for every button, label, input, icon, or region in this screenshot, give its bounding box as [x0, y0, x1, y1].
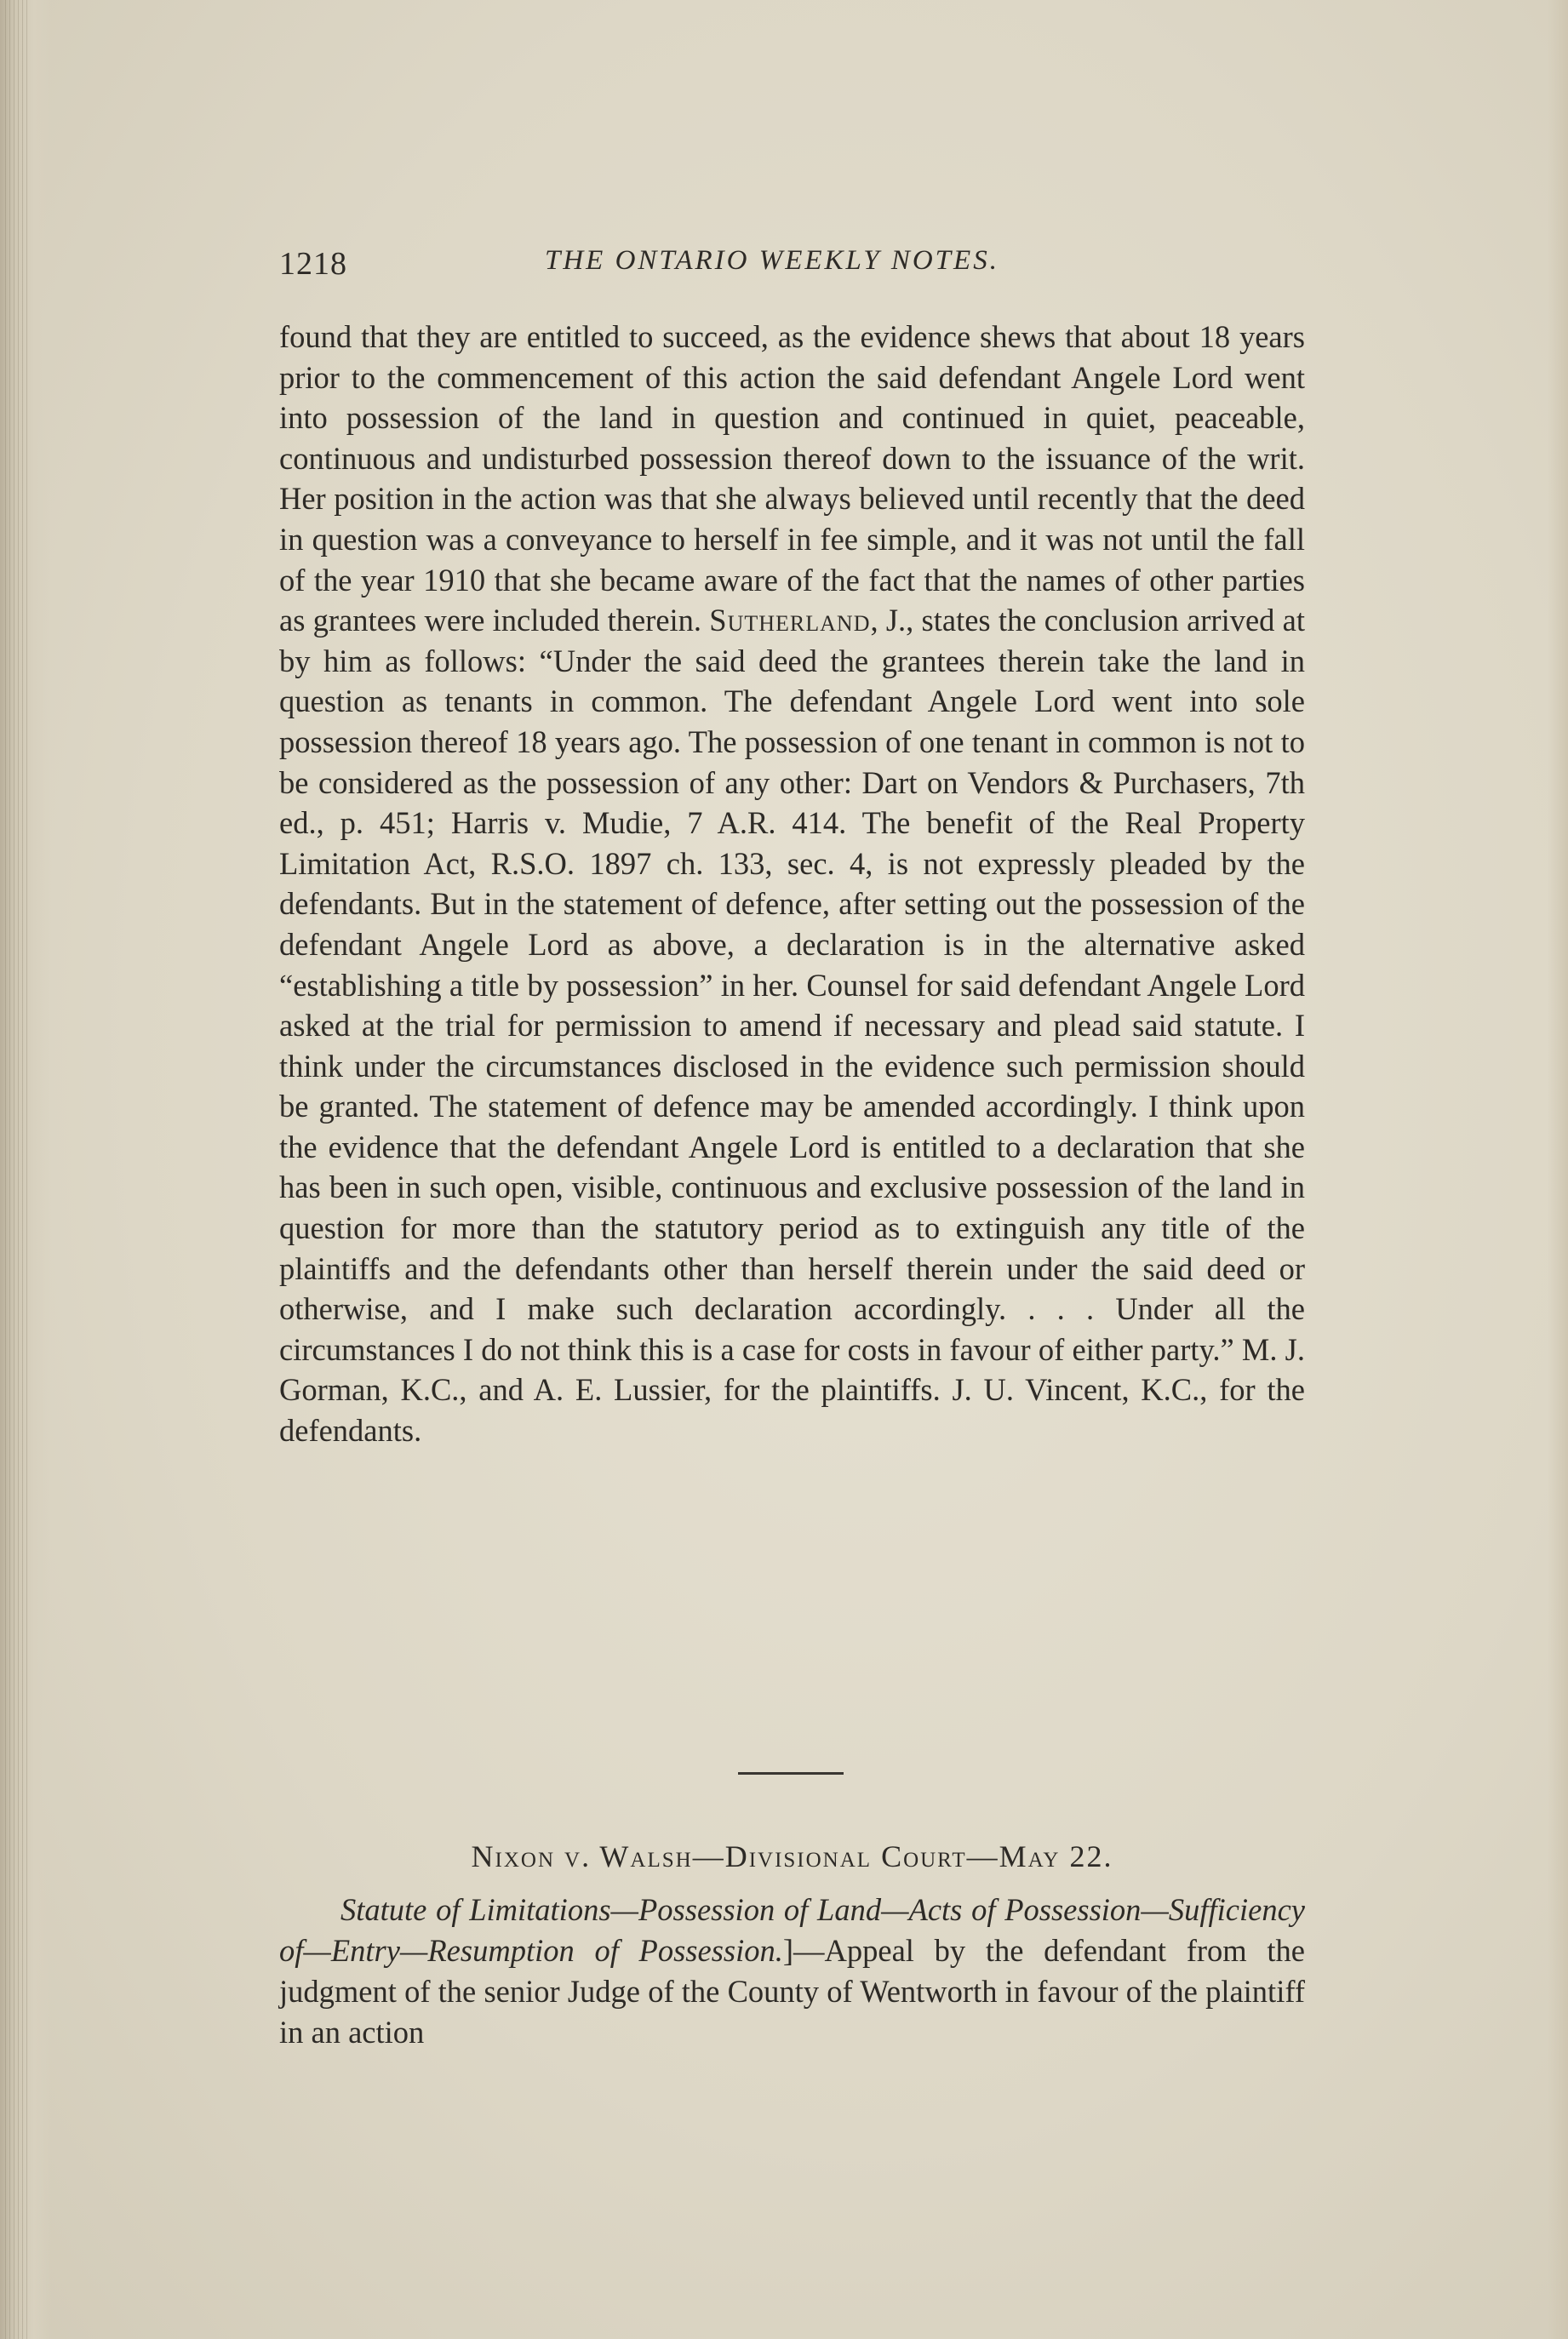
page-right-edge [1548, 0, 1568, 2339]
page-binding-edges [5, 0, 31, 2339]
page-number: 1218 [279, 246, 347, 282]
judgment-text [279, 317, 1305, 1451]
journal-title: THE ONTARIO WEEKLY NOTES. [545, 245, 999, 276]
running-head [279, 245, 1309, 286]
judgment-text-before-judge: found that they are entitled to succeed, as the evidence shews that about 18 years prior to the commencement of this action the said defendant Angele Lord went into possession of the land in question and continued in quiet, peaceable, continuous and undisturbed possession thereof down to the issuance of the writ. Her position in the action was that she always believed until recently that the deed in question was a conveyance to herself in fee simple, and it was not until the fall of the year 1910 that she became aware of the fact that the names of other parties as grantees were included therein. [279, 319, 1305, 638]
case-heading: Nixon v. Walsh—Divisional Court—May 22. [471, 1839, 1113, 1873]
case-catchwords: Statute of Limitations—Possession of Land—Acts of Possession—Sufficiency of—Entry—Resumption of Possession. [279, 1892, 1305, 1968]
section-divider [738, 1772, 844, 1775]
case-summary [279, 1890, 1305, 2053]
judge-name: Sutherland [709, 603, 871, 638]
case-summary-text: ]—Appeal by the defendant from the judgment of the senior Judge of the County of Wentworth in favour of the plaintiff in an action [279, 1933, 1305, 2050]
judgment-text-after-judge: , J., states the conclusion arrived at by him as follows: “Under the said deed the grantees therein take the land in question as tenants in common. The defendant Angele Lord went into sole possession thereof 18 years ago. The possession of one tenant in common is not to be considered as the possession of any other: Dart on Vendors & Purchasers, 7th ed., p. 451; Harris v. Mudie, 7 A.R. 414. The benefit of the Real Property Limitation Act, R.S.O. 1897 ch. 133, sec. 4, is not expressly pleaded by the defendants. But in the statement of defence, after setting out the possession of the defendant Angele Lord as above, a declaration is in the alternative asked “establishing a title by possession” in her. Counsel for said defendant Angele Lord asked at the trial for permission to amend if necessary and plead said statute. I think under the circumstances disclosed in the evidence such permission should be granted. The statement of defence may be amended accordingly. I think upon the evidence that the defendant Angele Lord is entitled to a declaration that she has been in such open, visible, continuous and exclusive possession of the land in question for more than the statutory period as to extinguish any title of the plaintiffs and the defendants other than herself therein under the said deed or otherwise, and I make such declaration accordingly. . . . Under all the circumstances I do not think this is a case for costs in favour of either party.” M. J. Gorman, K.C., and A. E. Lussier, for the plaintiffs. J. U. Vincent, K.C., for the defendants. [279, 603, 1306, 1449]
judgment-paragraph [279, 317, 1305, 1451]
